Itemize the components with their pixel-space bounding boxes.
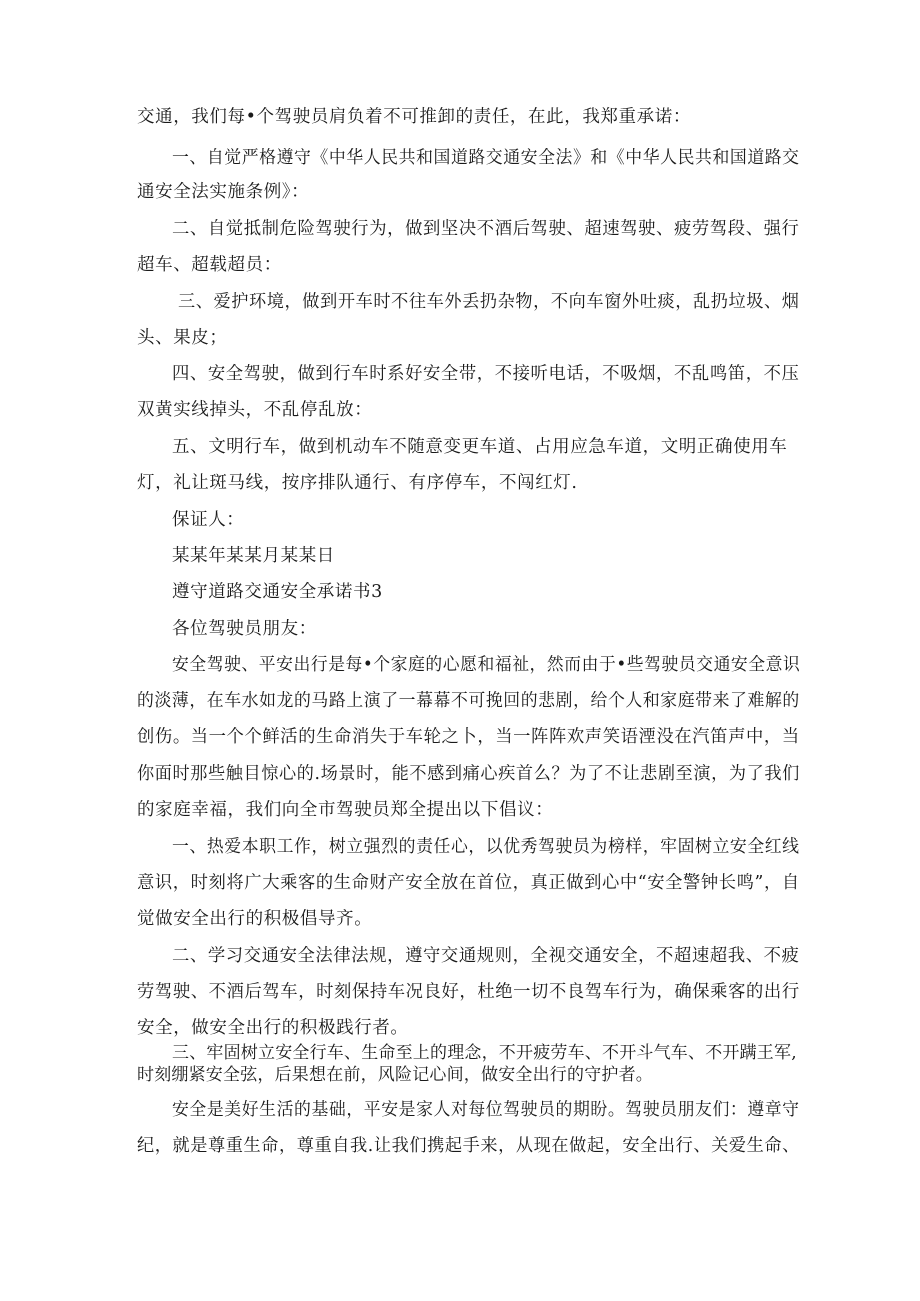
text-line: 觉做安全出行的积极倡导齐。 xyxy=(137,909,373,929)
text-line: 三、牢固树立安全行车、生命至上的理念，不开疲劳车、不开斗气车、不开蹒王军, xyxy=(172,1043,797,1063)
text-line: 创伤。当一个个鲜活的生命消失于车轮之卜，当一阵阵欢声笑语湮没在汽笛声中，当 xyxy=(137,727,800,747)
text-line: 三、爱护环境，做到开车时不往车外丢扔杂物，不向车窗外吐痰，乱扔垃圾、烟 xyxy=(178,292,800,312)
text-line: 通安全法实施条例》： xyxy=(137,182,310,202)
text-line: 的淡薄，在车水如龙的马路上演了一幕幕不可挽回的悲剧，给个人和家庭带来了难解的 xyxy=(137,691,800,711)
salutation: 各位驾驶员朋友： xyxy=(172,619,317,639)
text-line: 意识，时刻将广大乘客的生命财产安全放在首位，真正做到心中“安全警钟长鸣”，自 xyxy=(137,873,800,893)
text-line: 超车、超载超员： xyxy=(137,255,282,275)
section-title: 遵守道路交通安全承诺书3 xyxy=(172,582,383,602)
text-line: 四、安全驾驶，做到行车时系好安全带，不接听电话，不吸烟，不乱鸣笛，不压 xyxy=(172,364,800,384)
text-line: 灯，礼让斑马线，按序排队通行、有序停车，不闯红灯. xyxy=(137,473,578,493)
text-line: 安全是美好生活的基础，平安是家人对每位驾驶员的期盼。驾驶员朋友们：遵章守 xyxy=(172,1100,800,1120)
text-line: 安全驾驶、平安出行是每•个家庭的心愿和福祉，然而由于•些驾驶员交通安全意识 xyxy=(172,655,801,675)
text-line: 你面时那些触目惊心的.场景时，能不感到痛心疾首么？为了不让悲剧至演，为了我们 xyxy=(137,764,800,784)
date-line: 某某年某某月某某日 xyxy=(172,546,335,566)
text-line: 双黄实线掉头，不乱停乱放： xyxy=(137,400,373,420)
text-line: 二、学习交通安全法律法规，遵守交通规则，全视交通安全，不超速超我、不疲 xyxy=(172,946,800,966)
text-line: 的家庭幸福，我们向全市驾驶员郑全提出以下倡议： xyxy=(137,800,554,820)
text-line: 五、文明行车，做到机动车不随意变更车道、占用应急车道，文明正确使用车 xyxy=(172,437,788,457)
text-line: 安全，做安全出行的积极践行者。 xyxy=(137,1018,409,1038)
text-line: 头、果皮； xyxy=(137,328,228,348)
text-line: 纪，就是尊重生命，尊重自我.让我们携起手来，从现在做起，安全出行、关爱生命、 xyxy=(137,1136,800,1156)
text-line: 劳驾驶、不酒后驾车，时刻保持车况良好，杜绝一切不良驾车行为，确保乘客的出行 xyxy=(137,982,800,1002)
text-line: 一、热爱本职工作，树立强烈的责任心，以优秀驾驶员为榜样，牢固树立安全红线 xyxy=(172,837,800,857)
text-line: 交通，我们每•个驾驶员肩负着不可推卸的责任，在此，我郑重承诺： xyxy=(137,107,691,127)
signature-label: 保证人： xyxy=(172,510,245,530)
text-line: 二、自觉抵制危险驾驶行为，做到坚决不酒后驾驶、超速驾驶、疲劳驾段、强行 xyxy=(172,219,800,239)
text-line: 时刻绷紧安全弦，后果想在前，风险记心间，做安全出行的守护者。 xyxy=(137,1065,653,1085)
text-line: 一、自觉严格遵守《中华人民共和国道路交通安全法》和《中华人民共和国道路交 xyxy=(172,148,800,168)
